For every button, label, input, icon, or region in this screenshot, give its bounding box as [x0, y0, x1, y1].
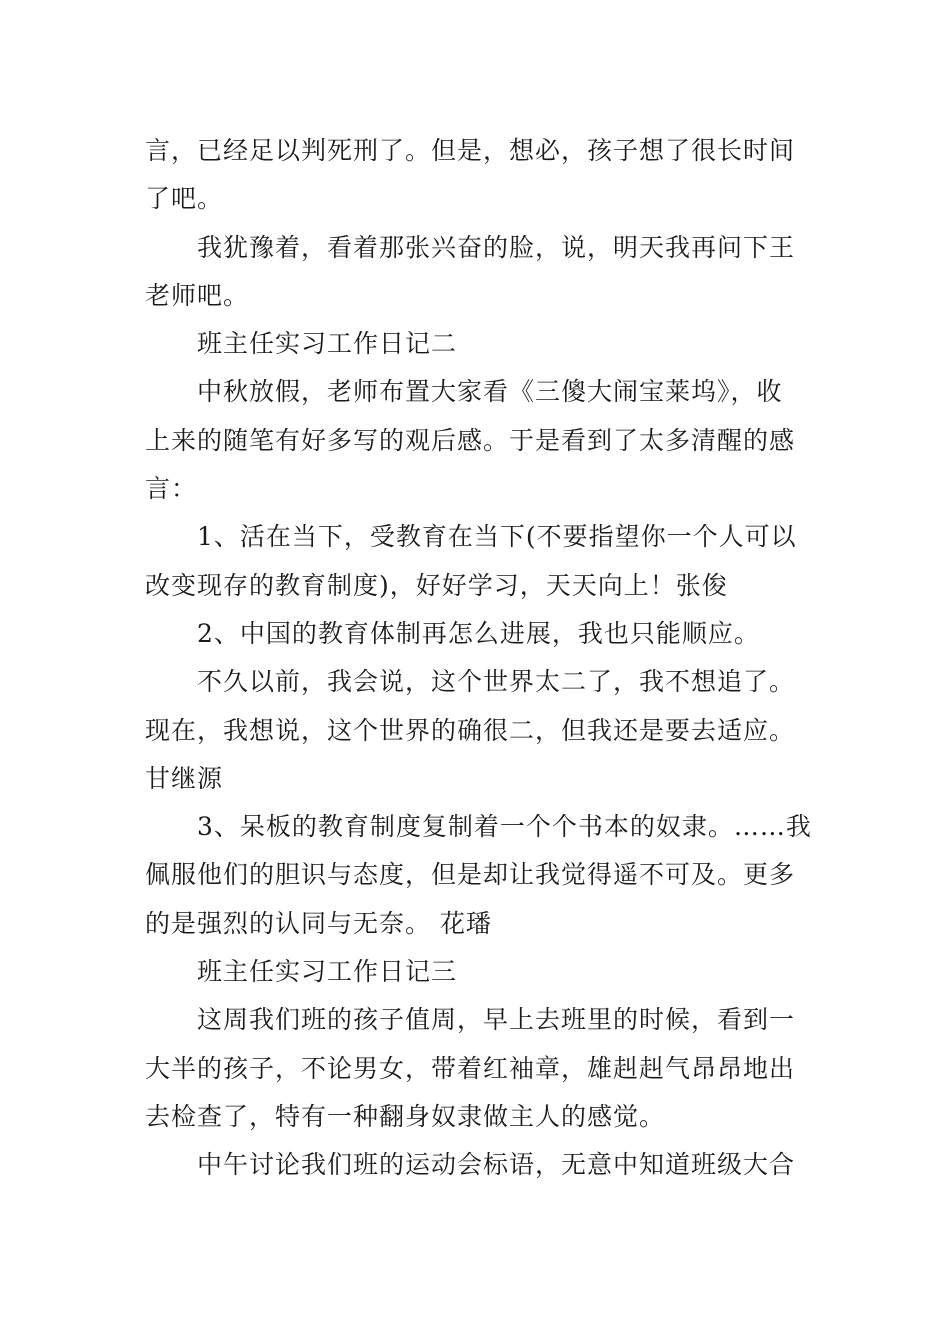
text-line: 现在，我想说，这个世界的确很二，但我还是要去适应。 [145, 715, 796, 745]
text-line: 去检查了，特有一种翻身奴隶做主人的感觉。 [145, 1101, 666, 1131]
document-body [145, 127, 810, 1190]
section-heading: 班主任实习工作日记二 [197, 329, 458, 359]
text-line: 这周我们班的孩子值周，早上去班里的时候，看到一 [197, 1005, 796, 1035]
text-line: 不久以前，我会说，这个世界太二了，我不想追了。 [197, 667, 796, 697]
text-line: 的是强烈的认同与无奈。 花璠 [145, 908, 492, 938]
text-line: 大半的孩子，不论男女，带着红袖章，雄赳赳气昂昂地出 [145, 1053, 796, 1083]
text-line: 言，已经足以判死刑了。但是，想必，孩子想了很长时间 [145, 136, 796, 165]
text-line: 了吧。 [145, 184, 224, 214]
text-line: 老师吧。 [145, 280, 250, 310]
text-line: 上来的随笔有好多写的观后感。于是看到了太多清醒的感 [145, 425, 796, 455]
list-item-text: 1、活在当下，受教育在当下(不要指望你一个人可以 [197, 522, 797, 552]
text-line: 甘继源 [145, 763, 224, 793]
text-line: 中午讨论我们班的运动会标语，无意中知道班级大合 [197, 1150, 796, 1180]
text-line: 言： [145, 474, 198, 504]
list-item-text: 2、中国的教育体制再怎么进展，我也只能顺应。 [197, 618, 760, 648]
list-item-text: 3、呆板的教育制度复制着一个个书本的奴隶。……我 [197, 812, 812, 842]
text-line: 中秋放假，老师布置大家看《三傻大闹宝莱坞》，收 [197, 377, 783, 407]
section-heading: 班主任实习工作日记三 [197, 957, 458, 987]
text-line: 我犹豫着，看着那张兴奋的脸，说，明天我再问下王 [197, 232, 796, 262]
text-line: 佩服他们的胆识与态度，但是却让我觉得遥不可及。更多 [145, 860, 796, 890]
text-line: 改变现存的教育制度)，好好学习，天天向上！张俊 [145, 570, 728, 600]
